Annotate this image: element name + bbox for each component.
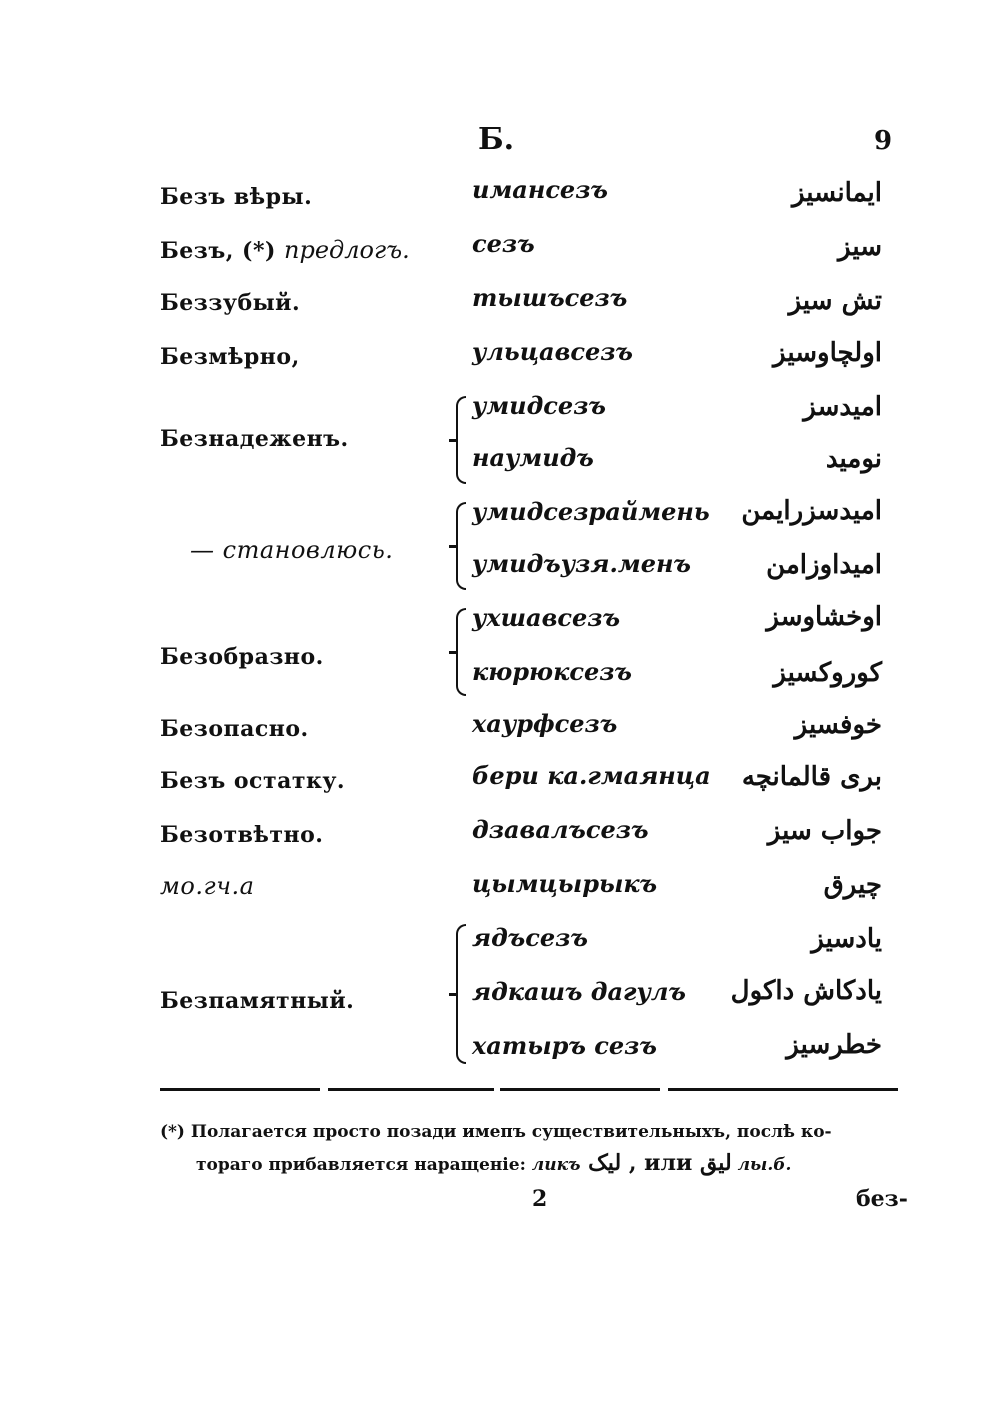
- transliteration: бери ка.гмаянца: [472, 761, 711, 790]
- page-number: 9: [874, 126, 893, 156]
- footnote-suffix: ликъ: [531, 1155, 581, 1175]
- transliteration: ухшавсезъ: [472, 603, 621, 632]
- arabic-script: کوروکسیز: [773, 658, 882, 688]
- arabic-script: خوفسیز: [794, 710, 882, 740]
- transliteration: наумидъ: [472, 443, 594, 472]
- transliteration: дзавалъсезъ: [472, 815, 649, 844]
- signature-mark: 2: [532, 1186, 548, 1212]
- arabic-script: اوخشاوسز: [766, 602, 882, 632]
- russian-term: Безотвѣтно.: [160, 822, 324, 848]
- russian-term-main: Безъ, (*): [160, 238, 285, 264]
- russian-term: Безъ остатку.: [160, 768, 346, 794]
- footnote-rule: [328, 1088, 494, 1091]
- russian-term: мо.гч.а: [160, 872, 255, 900]
- arabic-script: نومید: [825, 444, 882, 474]
- russian-term: — становлюсь.: [190, 536, 394, 564]
- russian-term-note: предлогъ.: [284, 236, 410, 264]
- transliteration: цымцырыкъ: [472, 869, 658, 898]
- footnote-line: (*) Полагается просто позади имепъ существительныхъ, послѣ ко-: [160, 1122, 832, 1142]
- russian-term: Безопасно.: [160, 716, 309, 742]
- arabic-script: بری قالمانچه: [741, 762, 882, 792]
- transliteration: ульцавсезъ: [472, 337, 633, 366]
- arabic-script: امیدسز: [803, 392, 882, 422]
- footnote-arabic: لیق: [699, 1150, 732, 1176]
- arabic-script: امیدسزرایمن: [741, 496, 882, 526]
- footnote-rule: [668, 1088, 898, 1091]
- transliteration: тышъсезъ: [472, 283, 628, 312]
- russian-term: Безъ вѣры.: [160, 184, 313, 210]
- footnote-text: тораго прибавляется наращеніе:: [196, 1155, 532, 1175]
- russian-term: Безнадеженъ.: [160, 426, 349, 452]
- arabic-script: خطرسیز: [786, 1030, 882, 1060]
- grouping-brace: [456, 502, 466, 590]
- section-letter: Б.: [478, 122, 515, 157]
- arabic-script: تش سیز: [788, 286, 882, 316]
- russian-term: Безпамятный.: [160, 988, 355, 1014]
- footnote-rule: [160, 1088, 320, 1091]
- transliteration: умидсезъ: [472, 391, 606, 420]
- russian-term: Безмѣрно,: [160, 344, 300, 370]
- arabic-script: ایمانسیز: [791, 178, 882, 208]
- arabic-script: اولچاوسیز: [773, 338, 882, 368]
- footnote-text: لیک , или: [580, 1150, 700, 1176]
- transliteration: умидсезраймень: [472, 497, 710, 526]
- catchword: без-: [856, 1186, 908, 1212]
- russian-term: Беззубый.: [160, 290, 301, 316]
- transliteration: хатыръ сезъ: [472, 1031, 657, 1060]
- transliteration: умидъузя.менъ: [472, 549, 691, 578]
- grouping-brace: [456, 396, 466, 484]
- transliteration: хаурфсезъ: [472, 709, 618, 738]
- transliteration: ядкашъ дагулъ: [472, 977, 686, 1006]
- arabic-script: چیرق: [823, 870, 882, 900]
- arabic-script: امیداوزامن: [766, 550, 882, 580]
- grouping-brace: [456, 924, 466, 1064]
- arabic-script: جواب سیز: [767, 816, 882, 846]
- transliteration: кюрюксезъ: [472, 657, 632, 686]
- footnote-suffix: лы.б.: [731, 1155, 792, 1175]
- arabic-script: یادکاش داکول: [730, 976, 882, 1006]
- grouping-brace: [456, 608, 466, 696]
- arabic-script: یادسیز: [811, 924, 882, 954]
- transliteration: сезъ: [472, 229, 535, 258]
- russian-term: Безобразно.: [160, 644, 324, 670]
- transliteration: ядъсезъ: [472, 923, 588, 952]
- footnote-line: [196, 1150, 791, 1176]
- transliteration: имансезъ: [472, 175, 608, 204]
- arabic-script: سیز: [838, 232, 882, 262]
- footnote-rule: [500, 1088, 660, 1091]
- russian-term: [160, 238, 410, 262]
